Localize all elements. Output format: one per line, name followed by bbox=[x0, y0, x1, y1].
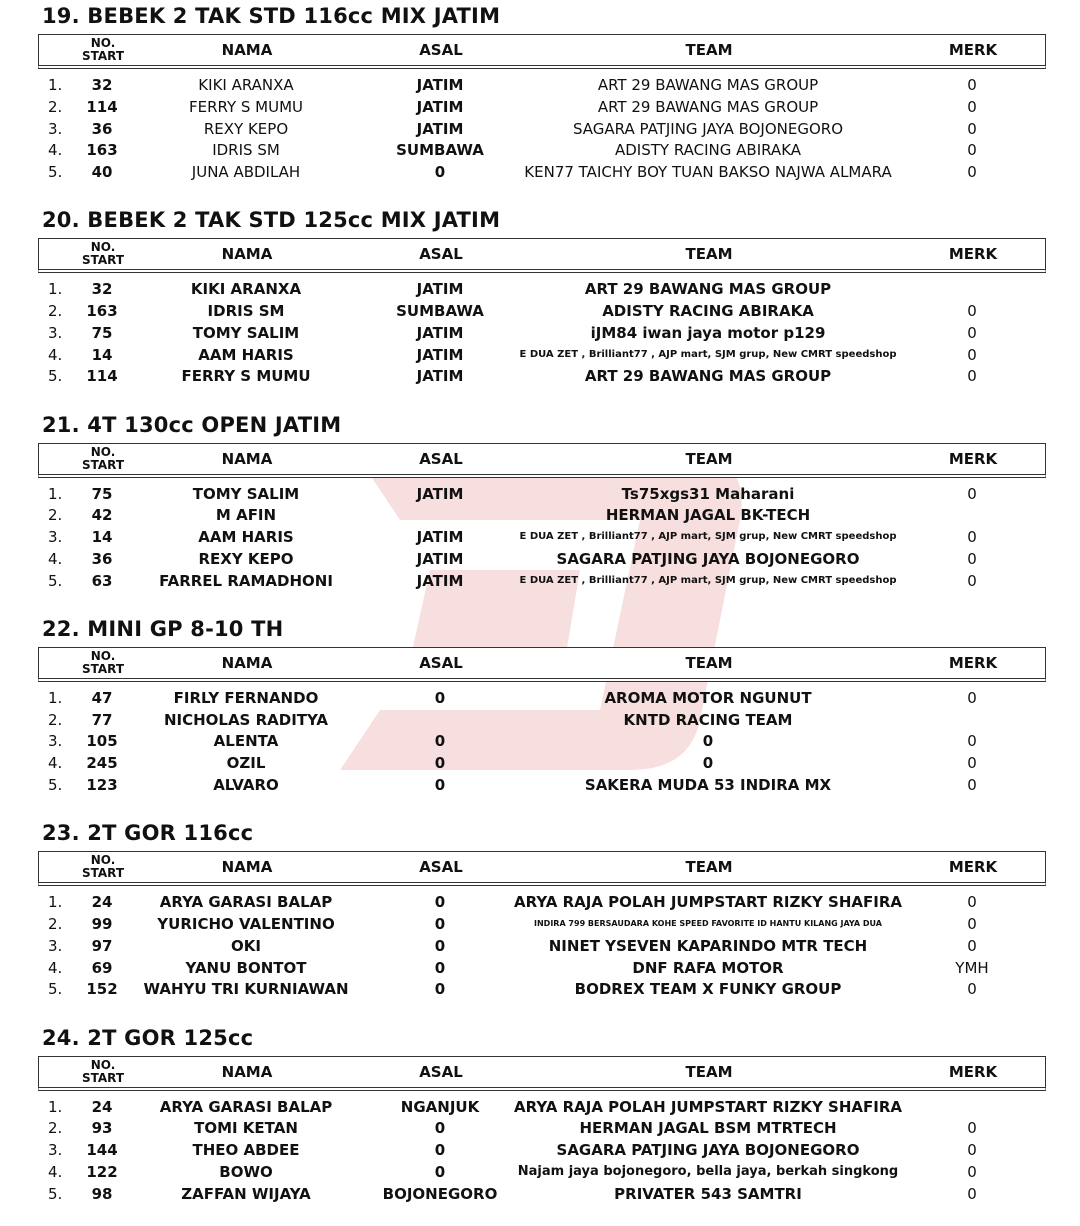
table-row bbox=[38, 278, 1044, 300]
header-no-start bbox=[82, 648, 124, 678]
class-title: 21. 4T 130cc OPEN JATIM bbox=[42, 412, 342, 437]
header-no-line1: NO. bbox=[90, 240, 116, 255]
table-row bbox=[38, 118, 1044, 140]
rider-origin: 0 bbox=[434, 958, 446, 977]
table-row bbox=[38, 526, 1044, 548]
row-number: 4. bbox=[48, 345, 63, 364]
table-row bbox=[38, 1139, 1044, 1161]
table-row bbox=[38, 74, 1044, 96]
team-name: ADISTY RACING ABIRAKA bbox=[602, 302, 814, 321]
rider-origin: JATIM bbox=[416, 345, 464, 364]
header-no-line1: NO. bbox=[90, 648, 116, 663]
table-row bbox=[38, 957, 1044, 979]
table-body bbox=[38, 891, 1044, 1000]
brand: 0 bbox=[967, 484, 977, 503]
team-name: DNF RAFA MOTOR bbox=[632, 958, 784, 977]
header-merk: MERK bbox=[948, 858, 998, 877]
brand: 0 bbox=[967, 754, 977, 773]
rider-origin: 0 bbox=[434, 732, 446, 751]
brand: 0 bbox=[967, 76, 977, 94]
team-name: ARYA RAJA POLAH JUMPSTART RIZKY SHAFIRA bbox=[513, 893, 903, 912]
row-number: 3. bbox=[48, 936, 63, 955]
header-merk: MERK bbox=[948, 41, 998, 59]
rider-name: ARYA GARASI BALAP bbox=[159, 893, 333, 912]
start-number: 32 bbox=[91, 280, 113, 299]
rider-name: ARYA GARASI BALAP bbox=[159, 1097, 333, 1116]
row-number: 1. bbox=[48, 1097, 63, 1116]
table-row bbox=[38, 709, 1044, 731]
team-name: HERMAN JAGAL BSM MTRTECH bbox=[579, 1119, 837, 1138]
start-number: 63 bbox=[91, 571, 113, 590]
brand: 0 bbox=[967, 323, 977, 342]
class-title: 23. 2T GOR 116cc bbox=[42, 821, 254, 846]
header-merk: MERK bbox=[948, 653, 998, 672]
rider-name: OKI bbox=[231, 936, 261, 955]
start-number: 105 bbox=[86, 732, 118, 751]
header-team: TEAM bbox=[685, 449, 733, 468]
table-row bbox=[38, 548, 1044, 570]
header-nama: NAMA bbox=[221, 41, 273, 59]
start-number: 42 bbox=[91, 506, 113, 525]
team-name: INDIRA 799 BERSAUDARA KOHE SPEED FAVORITE ID HANTU KILANG JAYA DUA bbox=[534, 918, 882, 928]
brand: 0 bbox=[967, 936, 977, 955]
header-nama: NAMA bbox=[221, 245, 273, 264]
team-name: SAGARA PATJING JAYA BOJONEGORO bbox=[556, 549, 860, 568]
table-row bbox=[38, 978, 1044, 1000]
brand: 0 bbox=[967, 549, 977, 568]
start-number: 75 bbox=[91, 323, 113, 342]
header-merk: MERK bbox=[948, 449, 998, 468]
team-name: E DUA ZET , Brilliant77 , AJP mart, SJM grup, New CMRT speedshop bbox=[519, 531, 897, 543]
race-class-section bbox=[0, 817, 1080, 1021]
table-row bbox=[38, 687, 1044, 709]
rider-origin: JATIM bbox=[416, 119, 464, 138]
table-row bbox=[38, 752, 1044, 774]
header-team: TEAM bbox=[685, 858, 733, 877]
team-name: ART 29 BAWANG MAS GROUP bbox=[584, 280, 832, 299]
team-name: NINET YSEVEN KAPARINDO MTR TECH bbox=[548, 936, 868, 955]
team-name: AROMA MOTOR NGUNUT bbox=[604, 688, 812, 707]
rider-name: THEO ABDEE bbox=[192, 1141, 300, 1160]
rider-name: YURICHO VALENTINO bbox=[157, 914, 335, 933]
table-row bbox=[38, 913, 1044, 935]
rider-name: FIRLY FERNANDO bbox=[173, 688, 319, 707]
rider-name: FERRY S MUMU bbox=[181, 367, 311, 386]
start-number: 36 bbox=[91, 119, 113, 138]
start-number: 122 bbox=[86, 1162, 118, 1181]
header-team: TEAM bbox=[685, 245, 733, 264]
brand: 0 bbox=[967, 980, 977, 999]
table-row bbox=[38, 1183, 1044, 1205]
race-class-section bbox=[0, 409, 1080, 613]
header-asal: ASAL bbox=[419, 858, 463, 877]
rider-origin: BOJONEGORO bbox=[382, 1184, 498, 1203]
team-name: 0 bbox=[702, 754, 714, 773]
brand: 0 bbox=[967, 345, 977, 364]
row-number: 5. bbox=[48, 980, 63, 999]
row-number: 5. bbox=[48, 163, 63, 182]
table-row bbox=[38, 935, 1044, 957]
row-number: 4. bbox=[48, 958, 63, 977]
team-name: Najam jaya bojonegoro, bella jaya, berkah singkong bbox=[517, 1163, 899, 1179]
row-number: 3. bbox=[48, 119, 63, 138]
header-asal: ASAL bbox=[419, 449, 463, 468]
header-team: TEAM bbox=[685, 653, 733, 672]
header-nama: NAMA bbox=[221, 1062, 273, 1081]
rider-name: TOMY SALIM bbox=[192, 484, 300, 503]
table-body bbox=[38, 74, 1044, 183]
start-number: 14 bbox=[91, 528, 113, 547]
team-name: KEN77 TAICHY BOY TUAN BAKSO NAJWA ALMARA bbox=[524, 163, 892, 182]
team-name: ART 29 BAWANG MAS GROUP bbox=[584, 367, 832, 386]
rider-name: IDRIS SM bbox=[212, 141, 280, 160]
header-nama: NAMA bbox=[221, 653, 273, 672]
brand: 0 bbox=[967, 1141, 977, 1160]
rider-origin: 0 bbox=[434, 163, 446, 182]
row-number: 2. bbox=[48, 302, 63, 321]
rider-origin: JATIM bbox=[416, 549, 464, 568]
brand: 0 bbox=[967, 163, 977, 182]
row-number: 3. bbox=[48, 1141, 63, 1160]
header-asal: ASAL bbox=[419, 245, 463, 264]
start-number: 163 bbox=[86, 141, 118, 160]
rider-name: OZIL bbox=[226, 754, 266, 773]
brand: 0 bbox=[967, 119, 977, 138]
race-class-section bbox=[0, 0, 1080, 204]
rider-origin: 0 bbox=[434, 1141, 446, 1160]
header-no-line1: NO. bbox=[90, 444, 116, 459]
start-number: 36 bbox=[91, 549, 113, 568]
rider-name: JUNA ABDILAH bbox=[191, 163, 301, 182]
header-no-line2: START bbox=[81, 1070, 125, 1085]
rider-name: KIKI ARANXA bbox=[190, 280, 302, 299]
rider-origin: SUMBAWA bbox=[396, 141, 484, 160]
start-number: 163 bbox=[86, 302, 118, 321]
team-name: PRIVATER 543 SAMTRI bbox=[614, 1184, 802, 1203]
rider-name: REXY KEPO bbox=[203, 119, 289, 138]
header-no-start bbox=[82, 239, 124, 269]
rider-origin: JATIM bbox=[416, 97, 464, 116]
row-number: 5. bbox=[48, 1184, 63, 1203]
team-name: SAGARA PATJING JAYA BOJONEGORO bbox=[556, 1141, 860, 1160]
table-body bbox=[38, 278, 1044, 387]
start-number: 24 bbox=[91, 1097, 113, 1116]
brand: 0 bbox=[967, 893, 977, 912]
rider-origin: JATIM bbox=[416, 484, 464, 503]
table-row bbox=[38, 1096, 1044, 1118]
table-row bbox=[38, 322, 1044, 344]
rider-origin: NGANJUK bbox=[400, 1097, 480, 1116]
start-number: 75 bbox=[91, 484, 113, 503]
team-name: E DUA ZET , Brilliant77 , AJP mart, SJM grup, New CMRT speedshop bbox=[519, 348, 897, 360]
rider-origin: 0 bbox=[434, 914, 446, 933]
start-number: 77 bbox=[91, 710, 113, 729]
row-number: 1. bbox=[48, 893, 63, 912]
class-title: 22. MINI GP 8-10 TH bbox=[42, 616, 284, 641]
team-name: ART 29 BAWANG MAS GROUP bbox=[597, 76, 819, 94]
table-row bbox=[38, 161, 1044, 183]
rider-name: TOMI KETAN bbox=[194, 1119, 298, 1138]
brand: 0 bbox=[967, 571, 977, 590]
header-no-line2: START bbox=[81, 457, 125, 472]
team-name: E DUA ZET , Brilliant77 , AJP mart, SJM grup, New CMRT speedshop bbox=[519, 574, 897, 586]
brand: YMH bbox=[955, 958, 989, 977]
team-name: KNTD RACING TEAM bbox=[623, 710, 793, 729]
start-number: 114 bbox=[86, 97, 118, 116]
team-name: ART 29 BAWANG MAS GROUP bbox=[597, 97, 819, 116]
rider-origin: JATIM bbox=[416, 280, 464, 299]
row-number: 2. bbox=[48, 710, 63, 729]
row-number: 5. bbox=[48, 571, 63, 590]
header-merk: MERK bbox=[948, 245, 998, 264]
rider-origin: 0 bbox=[434, 1162, 446, 1181]
rider-name: ALENTA bbox=[213, 732, 279, 751]
table-row bbox=[38, 483, 1044, 505]
table-row bbox=[38, 139, 1044, 161]
table-header bbox=[38, 1056, 1046, 1091]
row-number: 1. bbox=[48, 280, 63, 299]
rider-name: BOWO bbox=[219, 1162, 273, 1181]
rider-name: FERRY S MUMU bbox=[188, 97, 304, 116]
brand: 0 bbox=[967, 367, 977, 386]
team-name: BODREX TEAM X FUNKY GROUP bbox=[574, 980, 842, 999]
header-team: TEAM bbox=[685, 1062, 733, 1081]
header-team: TEAM bbox=[685, 41, 733, 59]
header-no-start bbox=[82, 35, 124, 65]
start-number: 40 bbox=[91, 163, 113, 182]
race-class-section bbox=[0, 1022, 1080, 1226]
rider-name: KIKI ARANXA bbox=[198, 76, 294, 94]
rider-name: REXY KEPO bbox=[198, 549, 294, 568]
rider-origin: 0 bbox=[434, 776, 446, 795]
table-row bbox=[38, 344, 1044, 366]
header-asal: ASAL bbox=[419, 41, 463, 59]
class-title: 20. BEBEK 2 TAK STD 125cc MIX JATIM bbox=[42, 208, 501, 233]
brand: 0 bbox=[967, 688, 977, 707]
rider-origin: JATIM bbox=[416, 571, 464, 590]
rider-name: M AFIN bbox=[215, 506, 277, 525]
table-body bbox=[38, 1096, 1044, 1205]
start-number: 32 bbox=[91, 76, 113, 94]
row-number: 3. bbox=[48, 732, 63, 751]
table-row bbox=[38, 1117, 1044, 1139]
header-no-line1: NO. bbox=[90, 1057, 116, 1072]
rider-name: ALVARO bbox=[213, 776, 279, 795]
table-row bbox=[38, 365, 1044, 387]
row-number: 4. bbox=[48, 1162, 63, 1181]
header-no-start bbox=[82, 852, 124, 882]
brand: 0 bbox=[967, 914, 977, 933]
race-class-section bbox=[0, 613, 1080, 817]
start-number: 93 bbox=[91, 1119, 113, 1138]
brand: 0 bbox=[967, 528, 977, 547]
class-title: 24. 2T GOR 125cc bbox=[42, 1025, 254, 1050]
table-row bbox=[38, 96, 1044, 118]
row-number: 1. bbox=[48, 484, 63, 503]
rider-name: AAM HARIS bbox=[198, 345, 294, 364]
table-header bbox=[38, 443, 1046, 478]
start-number: 14 bbox=[91, 345, 113, 364]
rider-origin: JATIM bbox=[416, 528, 464, 547]
rider-name: ZAFFAN WIJAYA bbox=[181, 1184, 311, 1203]
header-no-line1: NO. bbox=[90, 36, 116, 50]
header-asal: ASAL bbox=[419, 1062, 463, 1081]
race-class-section bbox=[0, 204, 1080, 408]
header-no-line2: START bbox=[81, 49, 125, 63]
row-number: 5. bbox=[48, 367, 63, 386]
rider-origin: 0 bbox=[434, 936, 446, 955]
start-number: 114 bbox=[86, 367, 118, 386]
header-no-line1: NO. bbox=[90, 853, 116, 868]
rider-name: IDRIS SM bbox=[207, 302, 285, 321]
team-name: ADISTY RACING ABIRAKA bbox=[614, 141, 802, 160]
team-name: SAGARA PATJING JAYA BOJONEGORO bbox=[572, 119, 844, 138]
table-row bbox=[38, 1161, 1044, 1183]
row-number: 3. bbox=[48, 528, 63, 547]
start-number: 24 bbox=[91, 893, 113, 912]
brand: 0 bbox=[967, 1184, 977, 1203]
table-row bbox=[38, 774, 1044, 796]
row-number: 4. bbox=[48, 549, 63, 568]
start-number: 152 bbox=[86, 980, 118, 999]
table-header bbox=[38, 647, 1046, 682]
header-nama: NAMA bbox=[221, 858, 273, 877]
brand: 0 bbox=[967, 776, 977, 795]
rider-origin: SUMBAWA bbox=[396, 302, 484, 321]
table-row bbox=[38, 730, 1044, 752]
row-number: 1. bbox=[48, 688, 63, 707]
header-no-start bbox=[82, 1057, 124, 1087]
rider-origin: JATIM bbox=[416, 367, 464, 386]
brand: 0 bbox=[967, 1162, 977, 1181]
row-number: 5. bbox=[48, 776, 63, 795]
rider-origin: 0 bbox=[434, 980, 446, 999]
row-number: 2. bbox=[48, 914, 63, 933]
header-no-line2: START bbox=[81, 661, 125, 676]
team-name: ARYA RAJA POLAH JUMPSTART RIZKY SHAFIRA bbox=[513, 1097, 903, 1116]
table-row bbox=[38, 504, 1044, 526]
team-name: HERMAN JAGAL BK-TECH bbox=[605, 506, 811, 525]
team-name: SAKERA MUDA 53 INDIRA MX bbox=[584, 776, 832, 795]
table-header bbox=[38, 851, 1046, 886]
table-body bbox=[38, 687, 1044, 796]
header-asal: ASAL bbox=[419, 653, 463, 672]
row-number: 4. bbox=[48, 141, 63, 160]
start-number: 97 bbox=[91, 936, 113, 955]
start-number: 69 bbox=[91, 958, 113, 977]
start-number: 123 bbox=[86, 776, 118, 795]
brand: 0 bbox=[967, 141, 977, 160]
rider-origin: JATIM bbox=[416, 323, 464, 342]
rider-origin: 0 bbox=[434, 688, 446, 707]
team-name: 0 bbox=[702, 732, 714, 751]
rider-name: NICHOLAS RADITYA bbox=[163, 710, 329, 729]
start-number: 144 bbox=[86, 1141, 118, 1160]
row-number: 4. bbox=[48, 754, 63, 773]
start-number: 245 bbox=[86, 754, 118, 773]
team-name: iJM84 iwan jaya motor p129 bbox=[590, 323, 826, 342]
brand: 0 bbox=[967, 302, 977, 321]
rider-name: FARREL RAMADHONI bbox=[159, 571, 333, 590]
rider-origin: 0 bbox=[434, 1119, 446, 1138]
rider-name: AAM HARIS bbox=[198, 528, 294, 547]
brand: 0 bbox=[967, 1119, 977, 1138]
header-merk: MERK bbox=[948, 1062, 998, 1081]
table-header bbox=[38, 238, 1046, 273]
brand: 0 bbox=[967, 732, 977, 751]
table-row bbox=[38, 570, 1044, 592]
row-number: 1. bbox=[48, 76, 63, 94]
start-number: 98 bbox=[91, 1184, 113, 1203]
table-header bbox=[38, 34, 1046, 69]
table-row bbox=[38, 891, 1044, 913]
header-nama: NAMA bbox=[221, 449, 273, 468]
team-name: Ts75xgs31 Maharani bbox=[621, 484, 795, 503]
start-number: 99 bbox=[91, 914, 113, 933]
table-body bbox=[38, 483, 1044, 592]
rider-origin: 0 bbox=[434, 893, 446, 912]
row-number: 2. bbox=[48, 97, 63, 116]
header-no-start bbox=[82, 444, 124, 474]
header-no-line2: START bbox=[81, 253, 125, 268]
brand: 0 bbox=[967, 97, 977, 116]
row-number: 2. bbox=[48, 506, 63, 525]
table-row bbox=[38, 300, 1044, 322]
row-number: 2. bbox=[48, 1119, 63, 1138]
rider-name: YANU BONTOT bbox=[185, 958, 307, 977]
rider-name: WAHYU TRI KURNIAWAN bbox=[143, 980, 349, 999]
start-number: 47 bbox=[91, 688, 113, 707]
class-title: 19. BEBEK 2 TAK STD 116cc MIX JATIM bbox=[42, 4, 501, 28]
header-no-line2: START bbox=[81, 866, 125, 881]
rider-origin: 0 bbox=[434, 754, 446, 773]
rider-name: TOMY SALIM bbox=[192, 323, 300, 342]
row-number: 3. bbox=[48, 323, 63, 342]
rider-origin: JATIM bbox=[416, 76, 464, 94]
